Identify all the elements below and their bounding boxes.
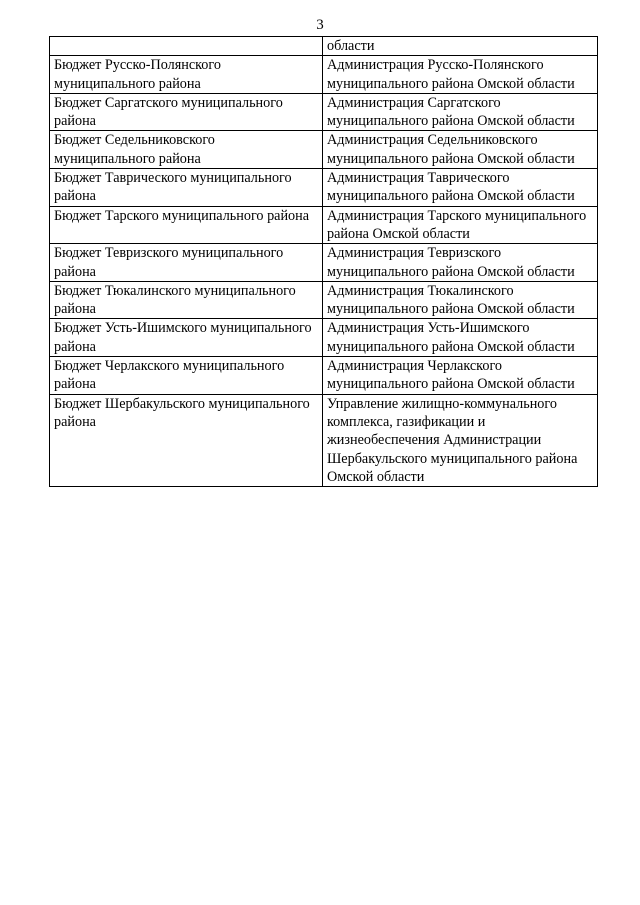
budget-cell [50,37,323,56]
budget-name: Бюджет Таврического муниципального района [54,170,292,205]
administrator-cell [323,357,598,395]
budget-cell [50,357,323,395]
budget-cell [50,244,323,282]
table-row [50,206,598,244]
budget-cell [50,56,323,94]
budget-cell [50,394,323,486]
budget-cell [50,281,323,319]
table-row [50,319,598,357]
budget-cell [50,93,323,131]
budget-name: Бюджет Шербакульского муниципального района [54,395,310,430]
administrator-name: Администрация Русско-Полянского муниципального района Омской области [327,57,575,92]
administrator-name: Администрация Тевризского муниципального района Омской области [327,245,575,280]
table-row [50,394,598,486]
administrator-cell [323,56,598,94]
administrator-name: Администрация Усть-Ишимского муниципального района Омской области [327,320,575,355]
administrator-cell [323,37,598,56]
budget-cell [50,319,323,357]
table-row-continuation [50,37,598,56]
budget-name: Бюджет Усть-Ишимского муниципального района [54,320,312,355]
budget-name: Бюджет Тюкалинского муниципального района [54,282,296,318]
table-row [50,357,598,395]
administrator-name: Администрация Тюкалинского муниципального района Омской области [327,282,575,318]
administrator-cell [323,394,598,486]
administrator-cell [323,319,598,357]
budget-name: Бюджет Русско-Полянского муниципального района [54,57,221,92]
administrator-cell [323,93,598,131]
budget-cell [50,131,323,169]
administrator-cell [323,244,598,282]
table-row [50,244,598,282]
table-row [50,93,598,131]
administrator-name: Администрация Седельниковского муниципального района Омской области [327,132,575,167]
administrator-name: Администрация Тарского муниципального района Омской области [327,207,587,242]
administrator-name: Управление жилищно-коммунального комплекса, газификации и жизнеобеспечения Администрации Шербакульского муниципального района Омской области [327,395,578,485]
table-row [50,56,598,94]
budget-cell [50,169,323,207]
table-row [50,131,598,169]
page-number: 3 [316,17,324,33]
administrator-cell [323,281,598,319]
budget-name: Бюджет Черлакского муниципального района [54,358,285,393]
administrator-cell [323,131,598,169]
budget-name: Бюджет Тевризского муниципального района [54,245,284,280]
table-row [50,281,598,319]
budget-name: Бюджет Саргатского муниципального района [54,94,283,130]
budget-name: Бюджет Тарского муниципального района [54,207,310,224]
administrator-name: области [327,38,375,54]
budget-administrator-table [49,36,598,487]
table-row [50,169,598,207]
administrator-name: Администрация Таврического муниципального района Омской области [327,170,575,205]
administrator-cell [323,169,598,207]
administrator-cell [323,206,598,244]
budget-cell [50,206,323,244]
administrator-name: Администрация Черлакского муниципального района Омской области [327,358,575,393]
administrator-name: Администрация Саргатского муниципального района Омской области [327,94,575,130]
budget-name: Бюджет Седельниковского муниципального района [54,132,215,167]
